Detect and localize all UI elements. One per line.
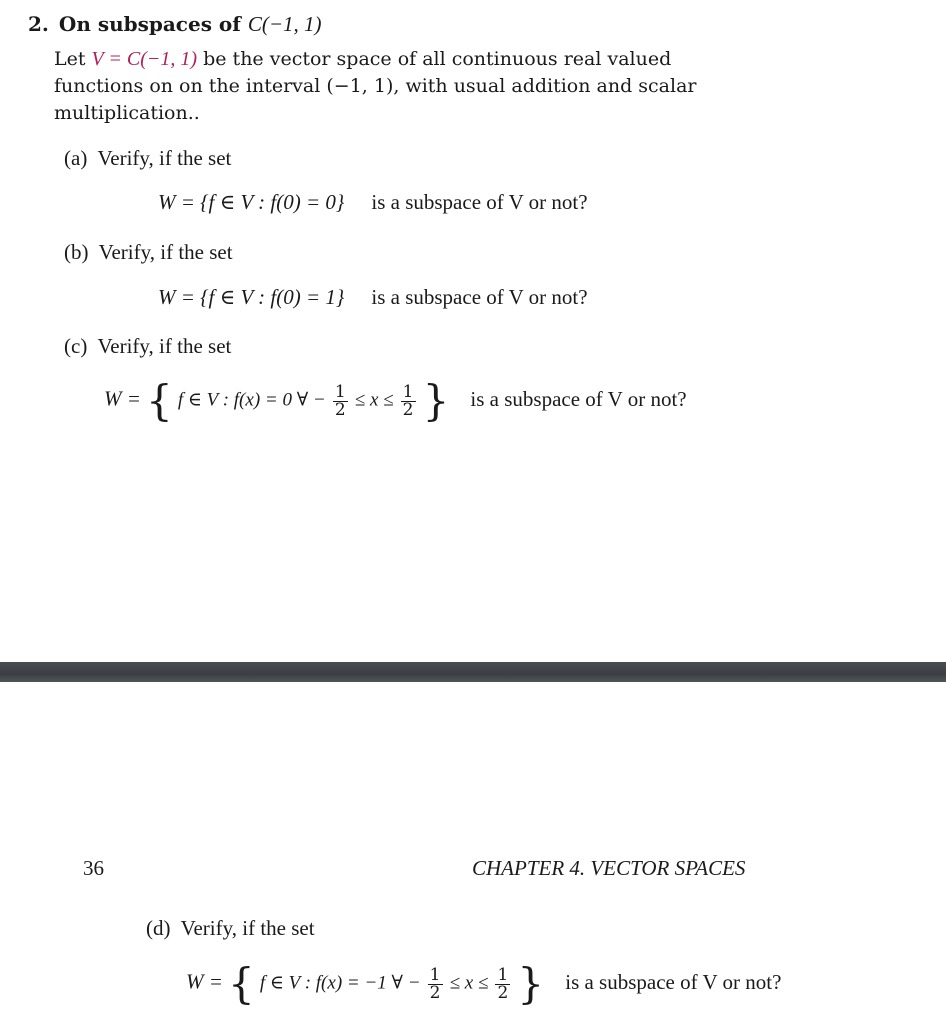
part-c-mid: ≤ x ≤ [354,389,394,411]
part-d-open-brace: { [228,959,255,1008]
part-d-fraction-left: $\frac{1}{2}$ [429,964,441,1003]
page-bottom [0,682,946,1024]
part-c-open-brace: { [146,376,173,425]
part-a-question: is a subspace of V or not? [371,190,588,214]
part-d-question: is a subspace of V or not? [565,969,782,994]
page-number: 36 [83,856,104,880]
part-b-set: W = {f ∈ V : f(0) = 1} [158,285,345,309]
part-d-mid: ≤ x ≤ [449,972,489,994]
part-b-set-line [158,285,588,310]
intro-line-3: multiplication.. [54,102,200,124]
intro-line-2: functions on on the interval (−1, 1), with usual addition and scalar [54,75,697,97]
part-c-set-line [104,376,687,425]
part-a-prompt: (a) Verify, if the set [64,146,232,170]
problem-heading: 2. On subspaces of C(−1, 1) [28,12,322,36]
part-d-fraction-right: $\frac{1}{2}$ [497,964,509,1003]
part-c-fraction-left: $\frac{1}{2}$ [334,381,346,420]
page-divider [0,662,946,682]
part-c-question: is a subspace of V or not? [470,386,687,411]
chapter-heading: CHAPTER 4. VECTOR SPACES [472,856,746,880]
part-d-condition: f ∈ V : f(x) = −1 ∀ − [259,972,421,994]
part-a-set-line [158,190,588,215]
part-b-question: is a subspace of V or not? [371,285,588,309]
part-a-set: W = {f ∈ V : f(0) = 0} [158,190,345,214]
part-b-prompt: (b) Verify, if the set [64,240,233,264]
part-c-fraction-right: $\frac{1}{2}$ [402,381,414,420]
part-c-prompt: (c) Verify, if the set [64,334,232,358]
part-d-lhs: W = [186,969,223,994]
intro-line-1: Let V = C(−1, 1) be the vector space of all continuous real valued [54,48,672,70]
part-c-condition: f ∈ V : f(x) = 0 ∀ − [177,389,326,411]
part-c-close-brace: } [422,376,450,425]
part-d-prompt: (d) Verify, if the set [146,916,315,940]
part-d-set-line [186,959,782,1008]
part-d-close-brace: } [517,959,545,1008]
part-c-lhs: W = [104,386,141,411]
